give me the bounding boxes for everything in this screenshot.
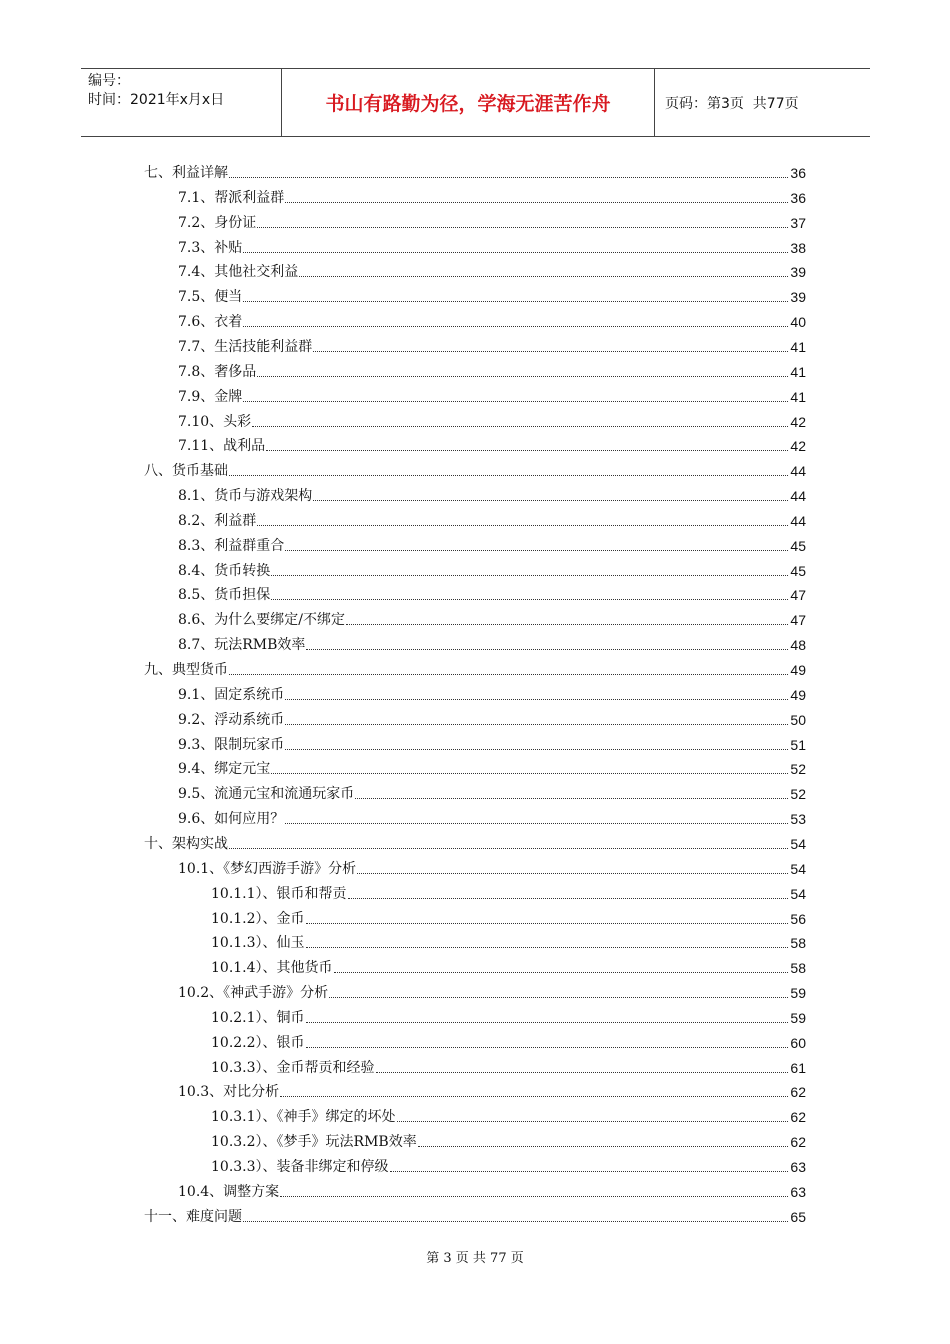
toc-entry-label: 9.5、流通元宝和流通玩家币	[178, 786, 355, 803]
toc-entry-label: 10.2.1）、铜币	[211, 1009, 305, 1026]
toc-entry-label: 7.4、其他社交利益	[178, 264, 299, 281]
toc-entry-page: 41	[790, 388, 806, 405]
toc-entry-label: 9.2、浮动系统币	[178, 711, 285, 728]
toc-dot-leader	[306, 649, 788, 650]
toc-entry-page: 52	[790, 786, 806, 803]
toc-entry[interactable]	[178, 705, 806, 729]
toc-entry-page: 40	[790, 314, 806, 331]
toc-dot-leader	[390, 1171, 789, 1172]
toc-dot-leader	[329, 997, 788, 998]
page-header	[81, 68, 870, 137]
toc-entry-label: 10.1.2）、金币	[211, 910, 305, 927]
toc-entry-page: 52	[790, 761, 806, 778]
toc-entry-label: 8.6、为什么要绑定/不绑定	[178, 612, 345, 629]
toc-dot-leader	[243, 301, 788, 302]
toc-dot-leader	[285, 749, 788, 750]
toc-dot-leader	[257, 376, 788, 377]
toc-entry-label: 10.3、对比分析	[178, 1084, 280, 1101]
toc-entry-page: 45	[790, 537, 806, 554]
toc-entry[interactable]	[178, 257, 806, 281]
toc-dot-leader	[285, 699, 788, 700]
toc-entry-label: 9.3、限制玩家币	[178, 736, 285, 753]
toc-dot-leader	[257, 525, 788, 526]
toc-entry-page: 51	[790, 736, 806, 753]
toc-entry-label: 7.2、身份证	[178, 214, 257, 231]
toc-entry-page: 45	[790, 562, 806, 579]
toc-dot-leader	[299, 276, 788, 277]
toc-entry[interactable]	[144, 158, 806, 182]
toc-entry[interactable]	[178, 854, 806, 878]
toc-entry-label: 8.2、利益群	[178, 512, 257, 529]
toc-entry-page: 62	[790, 1109, 806, 1126]
number-label: 编号：	[88, 73, 130, 89]
toc-entry-label: 8.1、货币与游戏架构	[178, 488, 313, 505]
toc-dot-leader	[306, 1047, 789, 1048]
toc-entry-page: 41	[790, 338, 806, 355]
toc-entry-label: 十、架构实战	[144, 835, 228, 852]
toc-entry-label: 8.3、利益群重合	[178, 537, 285, 554]
toc-entry-page: 53	[790, 811, 806, 828]
toc-entry-page: 36	[790, 189, 806, 206]
toc-dot-leader	[306, 947, 789, 948]
toc-entry[interactable]	[178, 556, 806, 580]
toc-dot-leader	[229, 475, 788, 476]
toc-dot-leader	[306, 1022, 789, 1023]
toc-entry-page: 63	[790, 1183, 806, 1200]
toc-entry[interactable]	[178, 307, 806, 331]
toc-dot-leader	[243, 1221, 788, 1222]
toc-dot-leader	[285, 202, 788, 203]
toc-entry[interactable]	[178, 730, 806, 754]
toc-entry-page: 44	[790, 463, 806, 480]
toc-entry[interactable]	[178, 233, 806, 257]
toc-entry-label: 10.3.3）、金币帮贡和经验	[211, 1059, 375, 1076]
toc-dot-leader	[346, 624, 788, 625]
toc-entry-label: 7.9、金牌	[178, 388, 243, 405]
toc-entry-page: 37	[790, 214, 806, 231]
toc-entry-label: 7.11、战利品	[178, 438, 266, 455]
toc-entry-page: 50	[790, 711, 806, 728]
toc-entry[interactable]	[178, 382, 806, 406]
toc-entry-label: 7.3、补贴	[178, 239, 243, 256]
toc-dot-leader	[271, 599, 788, 600]
toc-entry-label: 7.8、奢侈品	[178, 363, 257, 380]
toc-entry-label: 10.3.1）、《神手》绑定的坏处	[211, 1109, 396, 1126]
toc-dot-leader	[243, 326, 788, 327]
toc-dot-leader	[280, 1196, 788, 1197]
toc-entry[interactable]	[178, 1177, 806, 1201]
toc-entry[interactable]	[178, 605, 806, 629]
toc-entry[interactable]	[211, 1003, 806, 1027]
toc-entry-page: 48	[790, 637, 806, 654]
toc-dot-leader	[266, 450, 788, 451]
toc-entry[interactable]	[211, 1152, 806, 1176]
toc-dot-leader	[252, 426, 788, 427]
toc-entry-label: 10.1、《梦幻西游手游》分析	[178, 860, 357, 877]
toc-dot-leader	[229, 674, 788, 675]
toc-entry-label: 10.3.2）、《梦手》玩法RMB效率	[211, 1134, 417, 1151]
toc-entry-label: 7.7、生活技能利益群	[178, 338, 313, 355]
toc-entry[interactable]	[178, 183, 806, 207]
toc-dot-leader	[229, 848, 788, 849]
toc-dot-leader	[243, 252, 788, 253]
time-label: 时间：2021年x月x日	[88, 92, 225, 108]
toc-entry-label: 10.2.2）、银币	[211, 1034, 305, 1051]
toc-entry[interactable]	[178, 754, 806, 778]
toc-entry-page: 49	[790, 662, 806, 678]
toc-entry-label: 7.10、头彩	[178, 413, 252, 430]
toc-entry-page: 62	[790, 1134, 806, 1151]
toc-entry-page: 49	[790, 686, 806, 703]
toc-entry-label: 10.2、《神武手游》分析	[178, 985, 329, 1002]
header-page-code-cell	[655, 69, 870, 136]
toc-dot-leader	[397, 1121, 789, 1122]
toc-entry-page: 54	[790, 835, 806, 852]
toc-entry[interactable]	[178, 481, 806, 505]
toc-entry[interactable]	[178, 431, 806, 455]
toc-entry-page: 59	[790, 1009, 806, 1026]
toc-dot-leader	[280, 1096, 788, 1097]
toc-entry[interactable]	[178, 357, 806, 381]
toc-dot-leader	[285, 823, 788, 824]
toc-entry-page: 47	[790, 612, 806, 629]
toc-entry-page: 63	[790, 1159, 806, 1175]
toc-entry-label: 8.7、玩法RMB效率	[178, 637, 306, 654]
toc-entry-page: 58	[790, 935, 806, 952]
toc-entry[interactable]	[211, 928, 806, 952]
toc-entry[interactable]	[144, 1202, 806, 1226]
toc-entry-label: 九、典型货币	[144, 662, 228, 678]
toc-entry[interactable]	[211, 1028, 806, 1052]
toc-entry-page: 59	[790, 985, 806, 1002]
toc-dot-leader	[348, 898, 789, 899]
toc-dot-leader	[243, 401, 788, 402]
toc-entry-page: 41	[790, 363, 806, 380]
toc-entry-page: 38	[790, 239, 806, 256]
toc-entry[interactable]	[178, 580, 806, 604]
toc-entry[interactable]	[178, 804, 806, 828]
toc-entry-page: 56	[790, 910, 806, 927]
toc-entry-label: 七、利益详解	[144, 165, 228, 181]
toc-dot-leader	[357, 873, 788, 874]
toc-entry[interactable]	[178, 630, 806, 654]
toc-entry-page: 54	[790, 885, 806, 902]
page-footer: 第 3 页 共 77 页	[426, 1251, 524, 1266]
toc-dot-leader	[313, 500, 788, 501]
toc-entry[interactable]	[144, 829, 806, 853]
toc-entry[interactable]	[211, 879, 806, 903]
toc-entry[interactable]	[211, 1127, 806, 1151]
toc-entry[interactable]	[211, 904, 806, 928]
toc-dot-leader	[285, 550, 788, 551]
toc-dot-leader	[313, 351, 788, 352]
header-motto: 书山有路勤为径，学海无涯苦作舟	[282, 69, 655, 136]
toc-entry-page: 44	[790, 488, 806, 505]
toc-entry-page: 44	[790, 512, 806, 529]
toc-dot-leader	[229, 177, 788, 178]
toc-entry-label: 9.4、绑定元宝	[178, 761, 271, 778]
toc-dot-leader	[334, 972, 789, 973]
toc-entry[interactable]	[144, 456, 806, 480]
toc-entry[interactable]	[178, 407, 806, 431]
toc-entry-label: 7.5、便当	[178, 289, 243, 306]
toc-entry-label: 10.3.3）、装备非绑定和停级	[211, 1159, 389, 1175]
toc-entry[interactable]	[178, 282, 806, 306]
toc-entry[interactable]	[178, 531, 806, 555]
toc-entry-page: 58	[790, 960, 806, 977]
toc-entry[interactable]	[178, 506, 806, 530]
toc-entry-label: 8.4、货币转换	[178, 562, 271, 579]
toc-entry[interactable]	[178, 978, 806, 1002]
toc-dot-leader	[271, 773, 788, 774]
toc-entry[interactable]	[144, 655, 806, 679]
toc-entry[interactable]	[211, 1102, 806, 1126]
toc-entry-label: 9.6、如何应用？	[178, 811, 285, 828]
toc-entry-page: 62	[790, 1084, 806, 1101]
toc-entry-page: 42	[790, 413, 806, 430]
toc-entry-page: 39	[790, 264, 806, 281]
toc-entry-label: 10.1.3）、仙玉	[211, 935, 305, 952]
toc-entry[interactable]	[211, 953, 806, 977]
toc-entry-page: 54	[790, 860, 806, 877]
toc-dot-leader	[306, 923, 789, 924]
page-code: 页码：第3页 共77页	[665, 95, 799, 112]
toc-entry-label: 7.6、衣着	[178, 314, 243, 331]
toc-entry-page: 36	[790, 165, 806, 181]
header-info-cell	[81, 69, 282, 136]
toc-entry-page: 39	[790, 289, 806, 306]
toc-entry-label: 十一、难度问题	[144, 1208, 242, 1225]
toc-dot-leader	[271, 575, 788, 576]
toc-entry-page: 61	[790, 1059, 806, 1076]
toc-dot-leader	[285, 724, 788, 725]
toc-entry[interactable]	[178, 208, 806, 232]
toc-entry-page: 60	[790, 1034, 806, 1051]
toc-dot-leader	[257, 227, 788, 228]
toc-entry-page: 42	[790, 438, 806, 455]
toc-entry-label: 10.1.4）、其他货币	[211, 960, 333, 977]
toc-entry-label: 9.1、固定系统币	[178, 686, 285, 703]
toc-dot-leader	[418, 1146, 789, 1147]
toc-dot-leader	[376, 1072, 789, 1073]
toc-entry[interactable]	[211, 1053, 806, 1077]
toc-entry-page: 47	[790, 587, 806, 604]
toc-entry[interactable]	[178, 332, 806, 356]
toc-entry-label: 7.1、帮派利益群	[178, 189, 285, 206]
toc-entry[interactable]	[178, 779, 806, 803]
toc-entry-label: 八、货币基础	[144, 463, 228, 480]
toc-entry-label: 10.4、调整方案	[178, 1183, 280, 1200]
toc-entry-page: 65	[790, 1208, 806, 1225]
toc-entry-label: 8.5、货币担保	[178, 587, 271, 604]
toc-dot-leader	[355, 798, 788, 799]
toc-entry-label: 10.1.1）、银币和帮贡	[211, 885, 347, 902]
toc-entry[interactable]	[178, 1077, 806, 1101]
toc-entry[interactable]	[178, 680, 806, 704]
